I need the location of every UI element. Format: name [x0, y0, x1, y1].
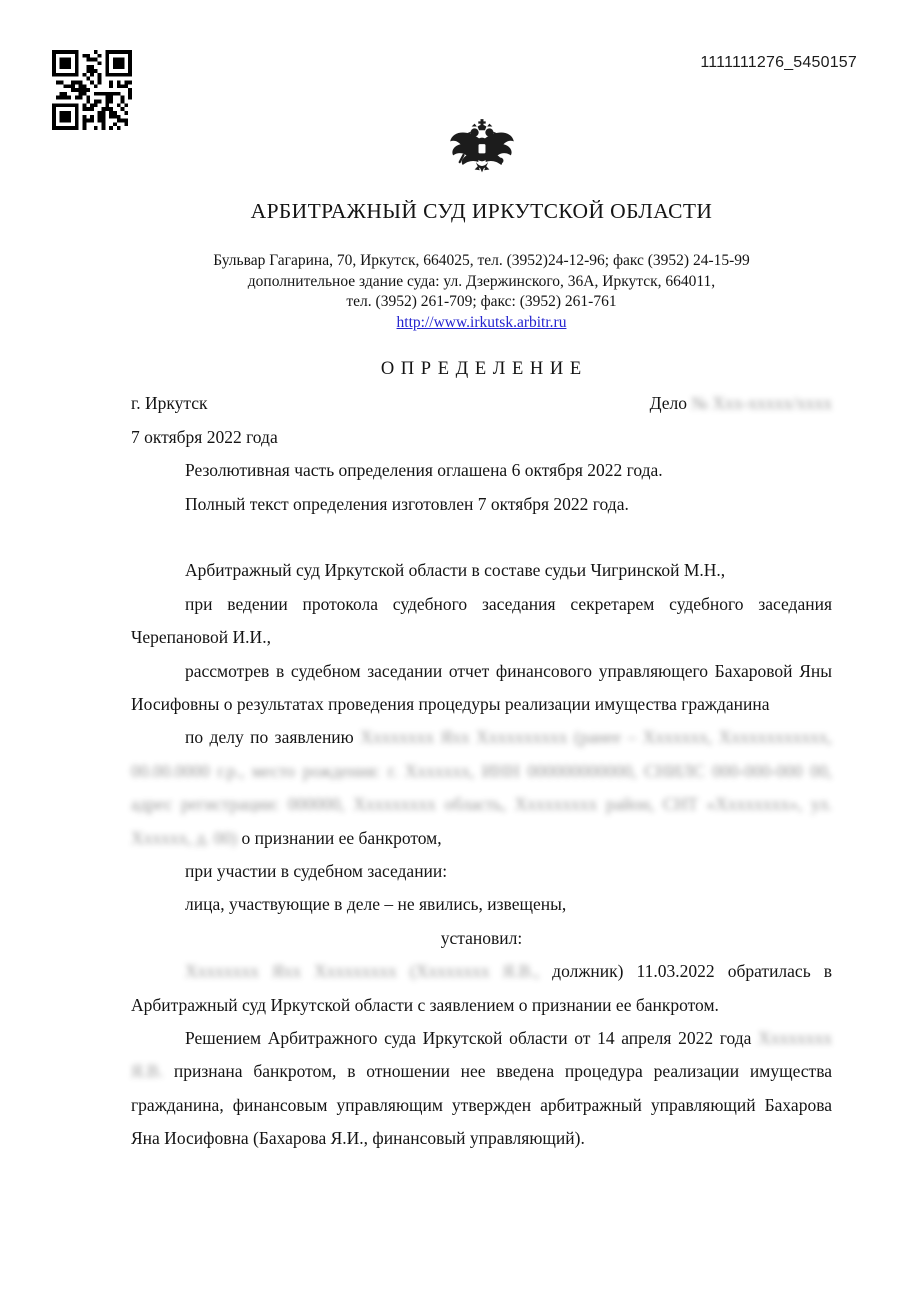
document-content [131, 0, 832, 1156]
paragraph-participation: при участии в судебном заседании: [185, 861, 448, 882]
filing-tail: должник) 11.03.2022 обратилась в Арбитражный суд Иркутской области с заявлением о признании ее банкротом. [131, 961, 833, 1015]
city-label: г. Иркутск [131, 393, 208, 414]
paragraph-case-application [131, 721, 832, 855]
case-number-redacted: № Ххх-ххххх/хххх [691, 393, 832, 414]
case-number-group [650, 387, 832, 420]
document-title: О П Р Е Д Е Л Е Н И Е [380, 359, 583, 380]
document-date: 7 октября 2022 года [131, 426, 278, 447]
paragraph-resolutive-part: Резолютивная часть определения оглашена 6 октября 2022 года. [185, 460, 663, 481]
court-website-link[interactable]: http://www.irkutsk.arbitr.ru [396, 313, 567, 331]
paragraph-full-text: Полный текст определения изготовлен 7 октября 2022 года. [185, 493, 629, 514]
redacted-debtor-initials: Хххххххх Я.В. [131, 1028, 832, 1082]
coat-of-arms-icon [445, 112, 519, 184]
case-row [131, 387, 832, 420]
paragraph-ustanovil: установил: [440, 927, 523, 948]
address-line-1: Бульвар Гагарина, 70, Иркутск, 664025, тел. (3952)24-12-96; факс (3952) 24-15-99 [213, 252, 750, 269]
paragraph-report: рассмотрев в судебном заседании отчет финансового управляющего Бахаровой Яны Иосифовны о результатах проведения процедуры реализации имущества гражданина [131, 660, 832, 715]
paragraph-persons: лица, участвующие в деле – не явились, извещены, [185, 894, 567, 915]
decision-tail: признана банкротом, в отношении нее введена процедура реализации имущества гражданина, финансовым управляющим утвержден арбитражный управляющий Бахарова Яна Иосифовна (Бахарова Я.И., финансовый управляющий). [131, 1061, 832, 1149]
paragraph-filing [131, 955, 832, 1022]
paragraph-court-composition: Арбитражный суд Иркутской области в составе судьи Чигринской М.Н., [185, 560, 726, 581]
paragraph-decision [131, 1022, 832, 1156]
redacted-debtor-name: Хххххххх Яхх Ххххххххх (Хххххххх Я.В., [185, 961, 540, 982]
redacted-debtor-details: Хххххххх Яхх Хххххххххх (ранее – Ххххххх, Хххххххххххх, 00.00.0000 г.р., место рождения: г. Ххххххх, ИНН 000000000000, СНИЛС 000-000-000 00, адрес регистрации: 000000, Ххххххххх область, Ххххххххх район, СНТ «Хххххххх», ул. Хххххх, д. 00) [131, 727, 832, 848]
court-name: АРБИТРАЖНЫЙ СУД ИРКУТСКОЙ ОБЛАСТИ [250, 199, 713, 223]
decision-lead: Решением Арбитражного суда Иркутской области от 14 апреля 2022 года [185, 1028, 759, 1049]
paragraph-protocol: при ведении протокола судебного заседания секретарем судебного заседания Черепановой И.И., [131, 593, 832, 648]
document-id-number: 1111111276_5450157 [700, 54, 857, 71]
case-application-tail: о признании ее банкротом, [237, 827, 442, 848]
address-line-3: тел. (3952) 261-709; факс: (3952) 261-761 [346, 293, 617, 311]
court-header [131, 0, 832, 333]
court-address-block [131, 251, 832, 333]
case-application-lead: по делу по заявлению [185, 727, 361, 748]
address-line-2: дополнительное здание суда: ул. Дзержинского, 36А, Иркутск, 664011, [247, 272, 716, 290]
case-label: Дело [649, 393, 687, 414]
qr-code-icon [52, 50, 132, 130]
